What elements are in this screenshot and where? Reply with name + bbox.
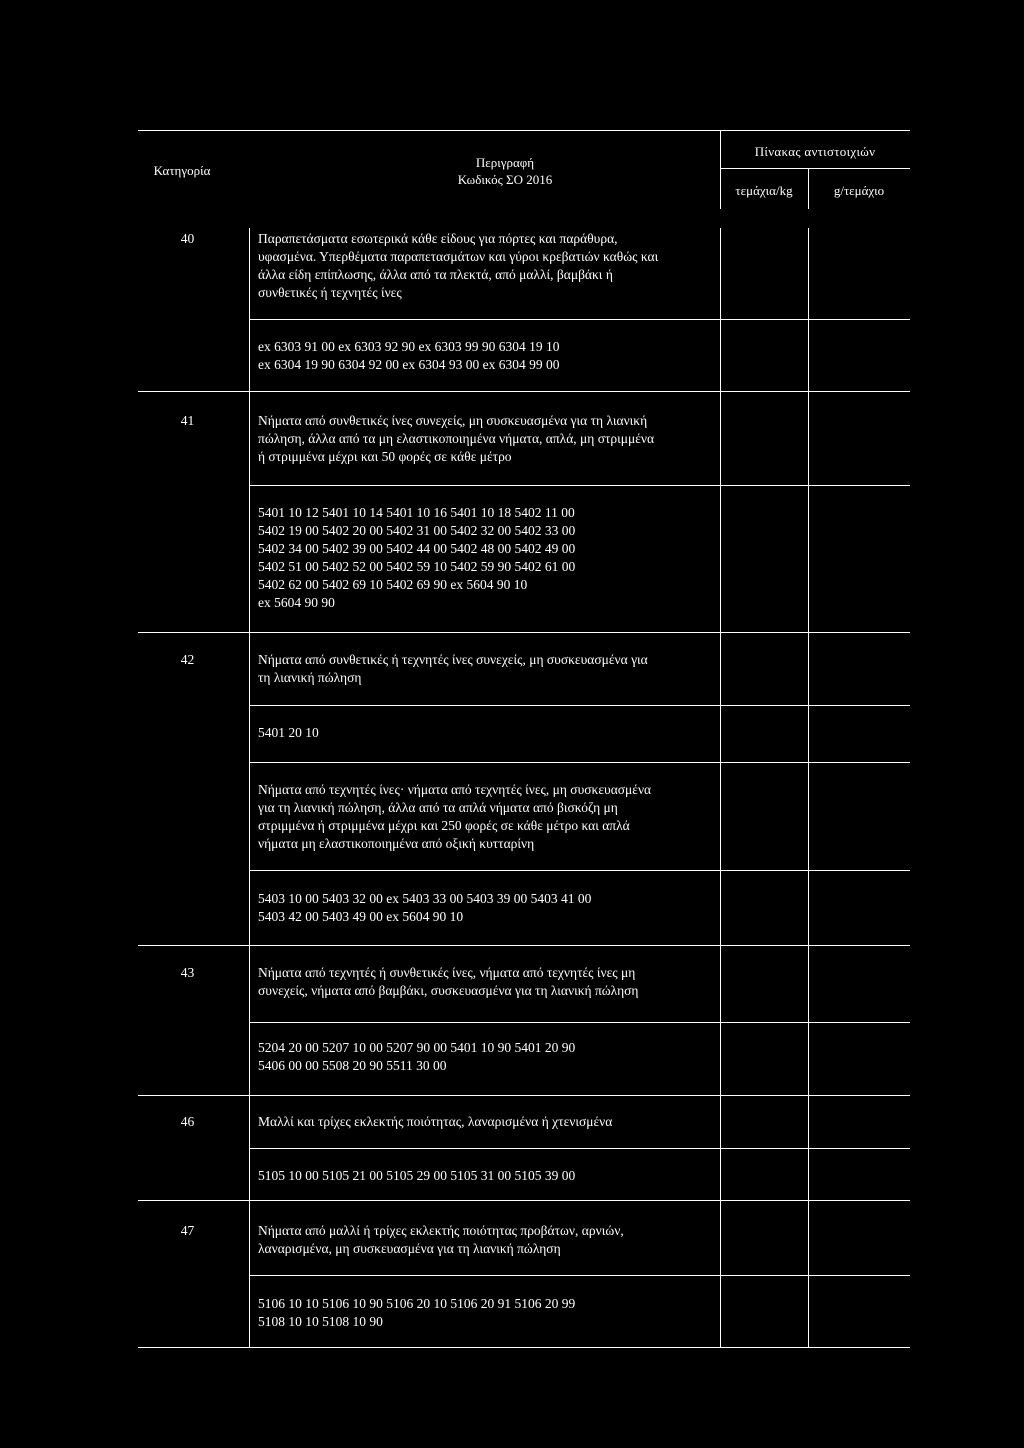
category-number: 41 (180, 413, 195, 428)
category-number: 40 (180, 231, 195, 246)
row-separator (138, 391, 910, 392)
category-number: 42 (180, 652, 195, 667)
code-line: ex 6304 19 90 6304 92 00 ex 6304 93 00 ex 6304 99 00 (258, 357, 560, 372)
code-line: 5105 10 00 5105 21 00 5105 29 00 5105 31 00 5105 39 00 (258, 1168, 576, 1183)
col-line-description-left (249, 228, 250, 1348)
description-line: Παραπετάσματα εσωτερικά κάθε είδους για πόρτες και παράθυρα, (258, 231, 618, 246)
code-line: 5406 00 00 5508 20 90 5511 30 00 (258, 1058, 447, 1073)
description-line: για τη λιανική πώληση, άλλα από τα απλά νήματα από βισκόζη μη (258, 800, 618, 815)
code-line: 5204 20 00 5207 10 00 5207 90 00 5401 10 90 5401 20 90 (258, 1040, 576, 1055)
description-line: Νήματα από συνθετικές ίνες συνεχείς, μη συσκευασμένα για τη λιανική (258, 413, 648, 428)
table-bottom-rule (138, 1347, 910, 1348)
code-line: ex 6303 91 00 ex 6303 92 90 ex 6303 99 90 6304 19 10 (258, 339, 560, 354)
category-number: 47 (180, 1223, 195, 1238)
description-line: Μαλλί και τρίχες εκλεκτής ποιότητας, λαναρισμένα ή χτενισμένα (258, 1114, 613, 1129)
description-line: υφασμένα. Υπερθέματα παραπετασμάτων και γύροι κρεβατιών καθώς και (258, 249, 659, 264)
code-line: 5403 10 00 5403 32 00 ex 5403 33 00 5403 39 00 5403 41 00 (258, 891, 592, 906)
code-line: 5106 10 10 5106 10 90 5106 20 10 5106 20 91 5106 20 99 (258, 1296, 576, 1311)
code-line: 5402 34 00 5402 39 00 5402 44 00 5402 48 00 5402 49 00 (258, 541, 576, 556)
header-units-per-kg: τεμάχια/kg (735, 183, 793, 198)
header-correspondence-table: Πίνακας αντιστοιχιών (754, 144, 876, 159)
col-line-units-left (720, 228, 721, 1348)
code-line: 5401 20 10 (258, 725, 319, 740)
code-line: ex 5604 90 90 (258, 595, 335, 610)
row-separator (138, 632, 910, 633)
code-line: 5402 62 00 5402 69 10 5402 69 90 ex 5604 90 10 (258, 577, 528, 592)
description-line: Νήματα από τεχνητές ίνες· νήματα από τεχνητές ίνες, μη συσκευασμένα (258, 782, 652, 797)
row-separator (249, 1148, 910, 1149)
row-separator (249, 1275, 910, 1276)
row-separator (249, 870, 910, 871)
row-separator (249, 705, 910, 706)
table-top-rule (138, 130, 910, 131)
description-line: πώληση, άλλα από τα μη ελαστικοποιημένα νήματα, απλά, μη στριμμένα (258, 431, 655, 446)
description-line: συνεχείς, νήματα από βαμβάκι, συσκευασμένα για τη λιανική πώληση (258, 983, 639, 998)
code-line: 5108 10 10 5108 10 90 (258, 1314, 383, 1329)
description-line: τη λιανική πώληση (258, 670, 362, 685)
header-grams-per-unit: g/τεμάχιο (833, 183, 885, 198)
header-description-line2: Κωδικός ΣΟ 2016 (457, 172, 553, 187)
description-line: νήματα μη ελαστικοποιημένα από οξική κυτταρίνη (258, 836, 535, 851)
category-number: 43 (180, 965, 195, 980)
description-line: στριμμένα ή στριμμένα μέχρι και 250 φορές σε κάθε μέτρο και απλά (258, 818, 630, 833)
header-category: Κατηγορία (153, 163, 211, 178)
description-line: Νήματα από συνθετικές ή τεχνητές ίνες συνεχείς, μη συσκευασμένα για (258, 652, 648, 667)
header-description-line1: Περιγραφή (475, 155, 535, 170)
category-number: 46 (180, 1114, 195, 1129)
code-line: 5401 10 12 5401 10 14 5401 10 16 5401 10 18 5402 11 00 (258, 505, 575, 520)
code-line: 5402 19 00 5402 20 00 5402 31 00 5402 32 00 5402 33 00 (258, 523, 576, 538)
row-separator (249, 319, 910, 320)
description-line: λαναρισμένα, μη συσκευασμένα για τη λιανική πώληση (258, 1241, 561, 1256)
code-line: 5402 51 00 5402 52 00 5402 59 10 5402 59 90 5402 61 00 (258, 559, 576, 574)
description-line: συνθετικές ή τεχνητές ίνες (258, 285, 402, 300)
row-separator (138, 945, 910, 946)
row-separator (249, 485, 910, 486)
description-line: Νήματα από μαλλί ή τρίχες εκλεκτής ποιότητας προβάτων, αρνιών, (258, 1223, 624, 1238)
header-subrule (720, 168, 910, 169)
row-separator (249, 762, 910, 763)
row-separator (249, 1022, 910, 1023)
description-line: Νήματα από τεχνητές ή συνθετικές ίνες, νήματα από τεχνητές ίνες μη (258, 965, 636, 980)
code-line: 5403 42 00 5403 49 00 ex 5604 90 10 (258, 909, 464, 924)
description-line: άλλα είδη επίπλωσης, άλλα από τα πλεκτά, από μαλλί, βαμβάκι ή (258, 267, 613, 282)
row-separator (138, 1200, 910, 1201)
description-line: ή στριμμένα μέχρι και 50 φορές σε κάθε μέτρο (258, 449, 512, 464)
row-separator (138, 1095, 910, 1096)
col-line-grams-left (808, 228, 809, 1348)
